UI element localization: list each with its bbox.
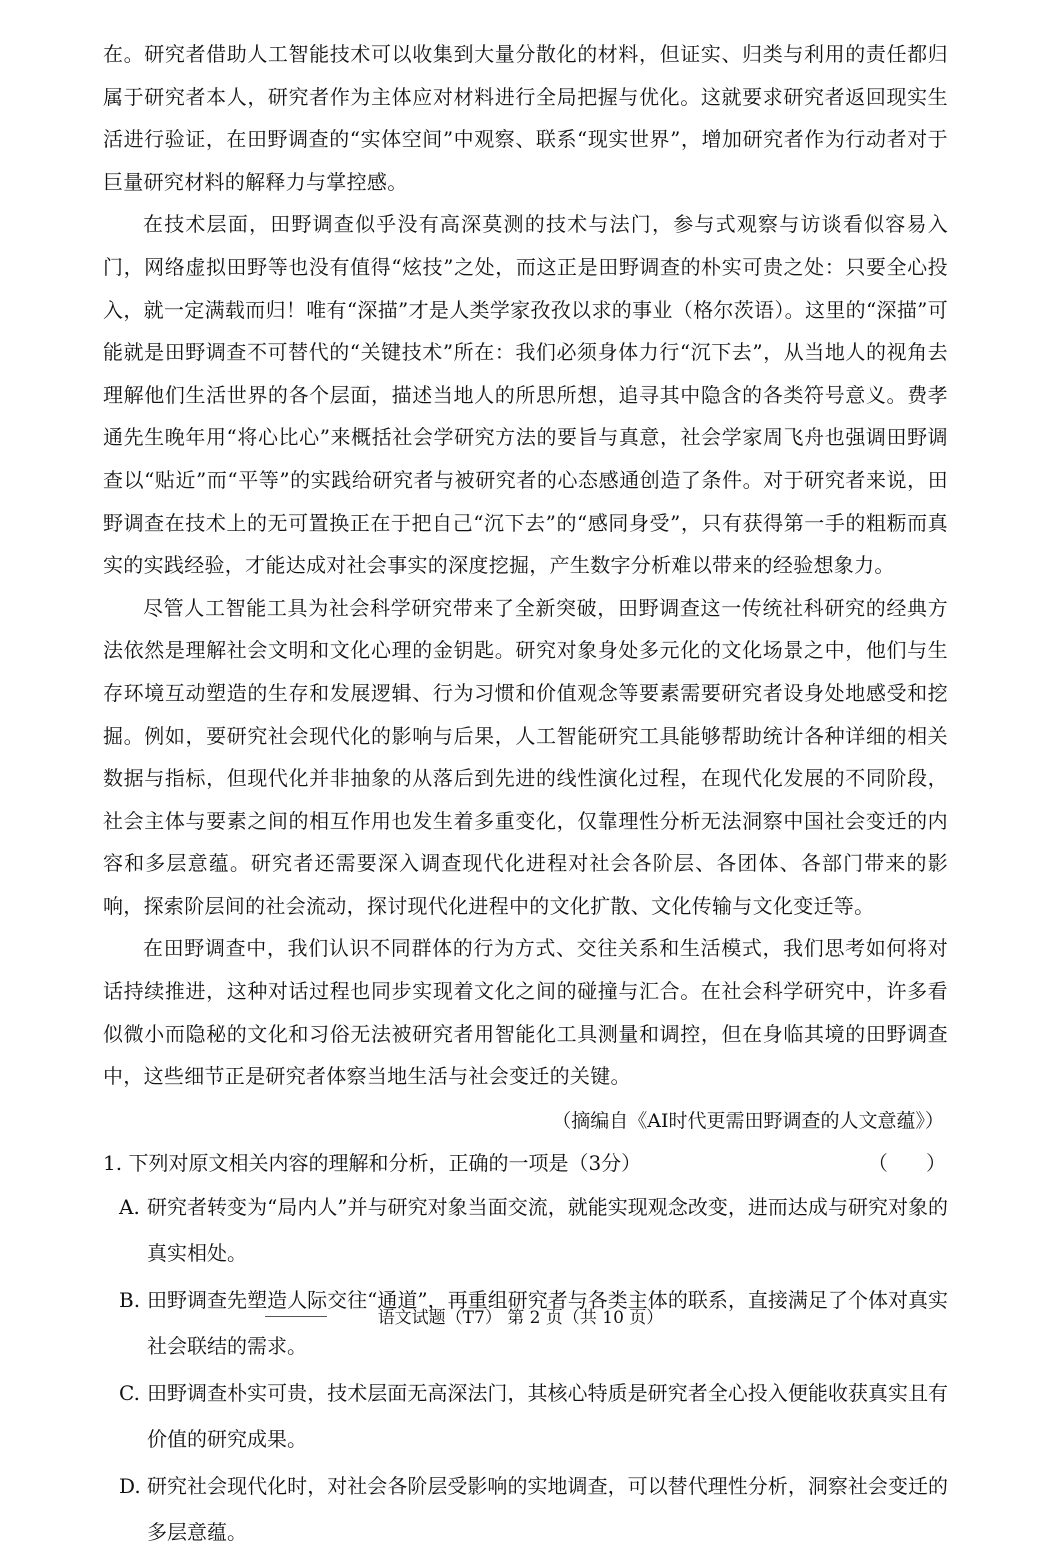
option-c (119, 1370, 948, 1463)
option-label: A. (119, 1194, 140, 1219)
option-text: 田野调查朴实可贵，技术层面无高深法门，其核心特质是研究者全心投入便能收获真实且有价值的研究成果。 (147, 1380, 948, 1452)
option-d (119, 1463, 948, 1556)
option-label: B. (119, 1287, 141, 1312)
answer-bracket: （ ） (867, 1150, 946, 1175)
option-text: 田野调查先塑造人际交往“通道”，再重组研究者与各类主体的联系，直接满足了个体对真实社会联结的需求。 (147, 1287, 948, 1359)
paragraph-field-dialogue: 在田野调查中，我们认识不同群体的行为方式、交往关系和生活模式，我们思考如何将对话持续推进，这种对话过程也同步实现着文化之间的碰撞与汇合。在社会科学研究中，许多看似微小而隐秘的文化和习俗无法被研究者用智能化工具测量和调控，但在身临其境的田野调查中，这些细节正是研究者体察当地生活与社会变迁的关键。 (103, 936, 948, 1089)
source-citation: （摘编自《AI时代更需田野调查的人文意蕴》） (552, 1109, 944, 1132)
question-1 (103, 1142, 948, 1184)
option-text: 研究社会现代化时，对社会各阶层受影响的实地调查，可以替代理性分析，洞察社会变迁的多层意蕴。 (147, 1473, 948, 1545)
question-stem: 1. 下列对原文相关内容的理解和分析，正确的一项是（3分） (103, 1150, 642, 1175)
paragraph-technical-level: 在技术层面，田野调查似乎没有高深莫测的技术与法门，参与式观察与访谈看似容易入门，网络虚拟田野等也没有值得“炫技”之处，而这正是田野调查的朴实可贵之处：只要全心投入，就一定满载而归！唯有“深描”才是人类学家孜孜以求的事业（格尔茨语）。这里的“深描”可能就是田野调查不可替代的“关键技术”所在：我们必须身体力行“沉下去”，从当地人的视角去理解他们生活世界的各个层面，描述当地人的所思所想，追寻其中隐含的各类符号意义。费孝通先生晚年用“将心比心”来概括社会学研究方法的要旨与真意，社会学家周飞舟也强调田野调查以“贴近”而“平等”的实践给研究者与被研究者的心态感通创造了条件。对于研究者来说，田野调查在技术上的无可置换正在于把自己“沉下去”的“感同身受”，只有获得第一手的粗粝而真实的实践经验，才能达成对社会事实的深度挖掘，产生数字分析难以带来的经验想象力。 (103, 212, 948, 578)
paragraph-continued: 在。研究者借助人工智能技术可以收集到大量分散化的材料，但证实、归类与利用的责任都归属于研究者本人，研究者作为主体应对材料进行全局把握与优化。这就要求研究者返回现实生活进行验证，在田野调查的“实体空间”中观察、联系“现实世界”，增加研究者作为行动者对于巨量研究材料的解释力与掌控感。 (103, 42, 948, 194)
option-label: C. (119, 1380, 140, 1405)
option-text: 研究者转变为“局内人”并与研究对象当面交流，就能实现观念改变，进而达成与研究对象的真实相处。 (147, 1194, 948, 1266)
page-footer: 语文试题（T7） 第 2 页（共 10 页） (377, 1308, 664, 1328)
option-a (119, 1184, 948, 1277)
paragraph-ai-tools: 尽管人工智能工具为社会科学研究带来了全新突破，田野调查这一传统社科研究的经典方法依然是理解社会文明和文化心理的金钥匙。研究对象身处多元化的文化场景之中，他们与生存环境互动塑造的生存和发展逻辑、行为习惯和价值观念等要素需要研究者设身处地感受和挖掘。例如，要研究社会现代化的影响与后果，人工智能研究工具能够帮助统计各种详细的相关数据与指标，但现代化并非抽象的从落后到先进的线性演化过程，在现代化发展的不同阶段，社会主体与要素之间的相互作用也发生着多重变化，仅靠理性分析无法洞察中国社会变迁的内容和多层意蕴。研究者还需要深入调查现代化进程对社会各阶层、各团体、各部门带来的影响，探索阶层间的社会流动，探讨现代化进程中的文化扩散、文化传输与文化变迁等。 (103, 595, 948, 918)
option-label: D. (119, 1473, 141, 1498)
